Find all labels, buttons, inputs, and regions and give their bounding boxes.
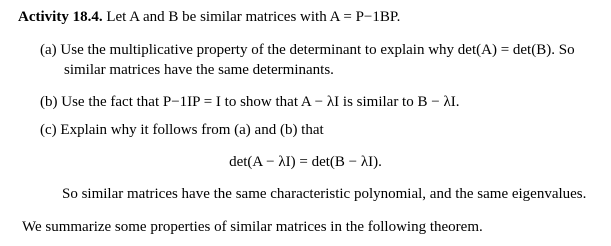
- activity-statement: Let A and B be similar matrices with A = P−1BP.: [106, 9, 401, 25]
- part-a-line-2: similar matrices have the same determinants.: [64, 62, 334, 78]
- part-c: [40, 120, 324, 140]
- part-c-marker: (c): [40, 122, 57, 138]
- summary-text: We summarize some properties of similar matrices in the following theorem.: [22, 219, 483, 235]
- part-c-text: Explain why it follows from (a) and (b) that: [60, 122, 324, 138]
- conclusion-text: So similar matrices have the same characteristic polynomial, and the same eigenvalues.: [62, 186, 587, 202]
- activity-label: Activity 18.4.: [18, 9, 103, 25]
- activity-heading: [18, 7, 400, 27]
- part-b: [40, 92, 459, 112]
- part-b-marker: (b): [40, 94, 58, 110]
- part-b-text: Use the fact that P−1IP = I to show that A − λI is similar to B − λI.: [61, 94, 460, 110]
- part-a-marker: (a): [40, 42, 57, 58]
- part-a-text: Use the multiplicative property of the determinant to explain why det(A) = det(B). So: [60, 42, 575, 58]
- part-a-line-1: [40, 40, 575, 60]
- display-equation: det(A − λI) = det(B − λI).: [229, 154, 382, 170]
